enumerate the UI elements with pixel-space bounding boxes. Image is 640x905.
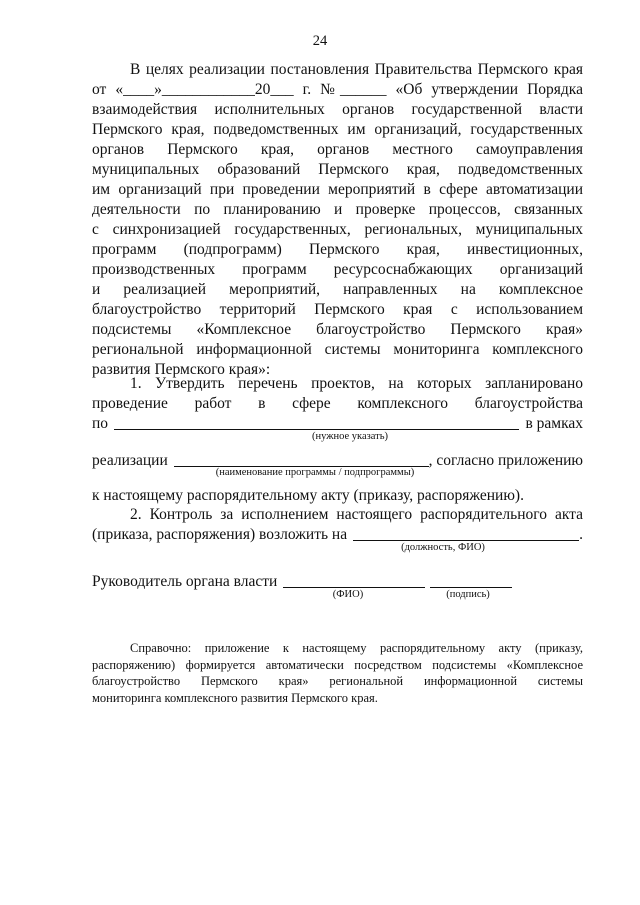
hint-name: (ФИО) bbox=[332, 589, 364, 600]
preamble-line: региональной информационной системы мониторинга комплексного bbox=[92, 341, 583, 358]
po-label: по bbox=[92, 415, 109, 432]
page-number: 24 bbox=[312, 33, 328, 49]
preamble-line: органов Пермского края, органов местного самоуправления bbox=[92, 141, 583, 158]
preamble-line: производственных программ ресурсоснабжающих организаций bbox=[92, 261, 583, 278]
preamble-line: Пермского края, подведомственных им организаций, государственных bbox=[92, 121, 583, 138]
preamble-line: взаимодействия исполнительных органов государственной власти bbox=[92, 101, 583, 118]
preamble-line: и реализацией мероприятий, направленных на комплексное bbox=[92, 281, 583, 298]
assignee-field[interactable] bbox=[353, 525, 579, 541]
preamble-line: с синхронизацией государственных, региональных, муниципальных bbox=[92, 221, 583, 238]
preamble-line: деятельности по планированию и проверке процессов, связанных bbox=[92, 201, 583, 218]
hint-position: (должность, ФИО) bbox=[401, 542, 485, 553]
soglasno-label: , согласно приложению bbox=[428, 452, 583, 469]
item-2-line: 2. Контроль за исполнением настоящего распорядительного акта bbox=[130, 506, 583, 523]
item-1-line: 1. Утвердить перечень проектов, на которых запланировано bbox=[130, 375, 583, 392]
preamble-line: программ (подпрограмм) Пермского края, инвестиционных, bbox=[92, 241, 583, 258]
realizatsii-label: реализации bbox=[92, 452, 168, 469]
signature-sign-field[interactable] bbox=[430, 572, 512, 588]
preamble-line: от «____»____________20___ г. №______ «Об утверждении Порядка bbox=[92, 81, 583, 98]
preamble-line: подсистемы «Комплексное благоустройство Пермского края» bbox=[92, 321, 583, 338]
preamble-line: муниципальных образований Пермского края, подведомственных bbox=[92, 161, 583, 178]
item-1-line: проведение работ в сфере комплексного благоустройства bbox=[92, 395, 583, 412]
hint-program: (наименование программы / подпрограммы) bbox=[215, 467, 415, 478]
reference-line: Справочно: приложение к настоящему распорядительному акту (приказу, bbox=[130, 641, 583, 655]
reference-line: распоряжению) формируется автоматически посредством подсистемы «Комплексное bbox=[92, 657, 583, 672]
item-1-paragraph bbox=[92, 374, 583, 414]
hint-signature: (подпись) bbox=[446, 589, 490, 600]
period: . bbox=[579, 526, 583, 543]
hint-specify: (нужное указать) bbox=[311, 431, 389, 442]
preamble-line: благоустройство территорий Пермского края с использованием bbox=[92, 301, 583, 318]
item-1-tail-line: к настоящему распорядительному акту (приказу, распоряжению). bbox=[92, 487, 524, 504]
item-2-line: (приказа, распоряжения) возложить на bbox=[92, 526, 348, 543]
preamble-line: развития Пермского края»: bbox=[92, 361, 271, 378]
signature-name-field[interactable] bbox=[283, 572, 424, 588]
program-field[interactable] bbox=[174, 451, 429, 467]
preamble-paragraph bbox=[92, 60, 583, 380]
reference-line: благоустройство Пермского края» региональной информационной системы bbox=[92, 674, 583, 688]
item-2-paragraph bbox=[92, 505, 583, 525]
item-2-assignee-row bbox=[92, 525, 583, 545]
signature-label: Руководитель органа власти bbox=[92, 573, 278, 590]
scope-field[interactable] bbox=[114, 414, 519, 430]
v-ramkah-label: в рамках bbox=[525, 415, 583, 432]
preamble-line: им организаций при проведении мероприятий в сфере автоматизации bbox=[92, 181, 583, 198]
preamble-line: В целях реализации постановления Правительства Пермского края bbox=[130, 61, 583, 78]
reference-line: мониторинга комплексного развития Пермского края. bbox=[92, 690, 378, 705]
item-1-tail bbox=[92, 486, 583, 506]
reference-note bbox=[92, 640, 583, 706]
